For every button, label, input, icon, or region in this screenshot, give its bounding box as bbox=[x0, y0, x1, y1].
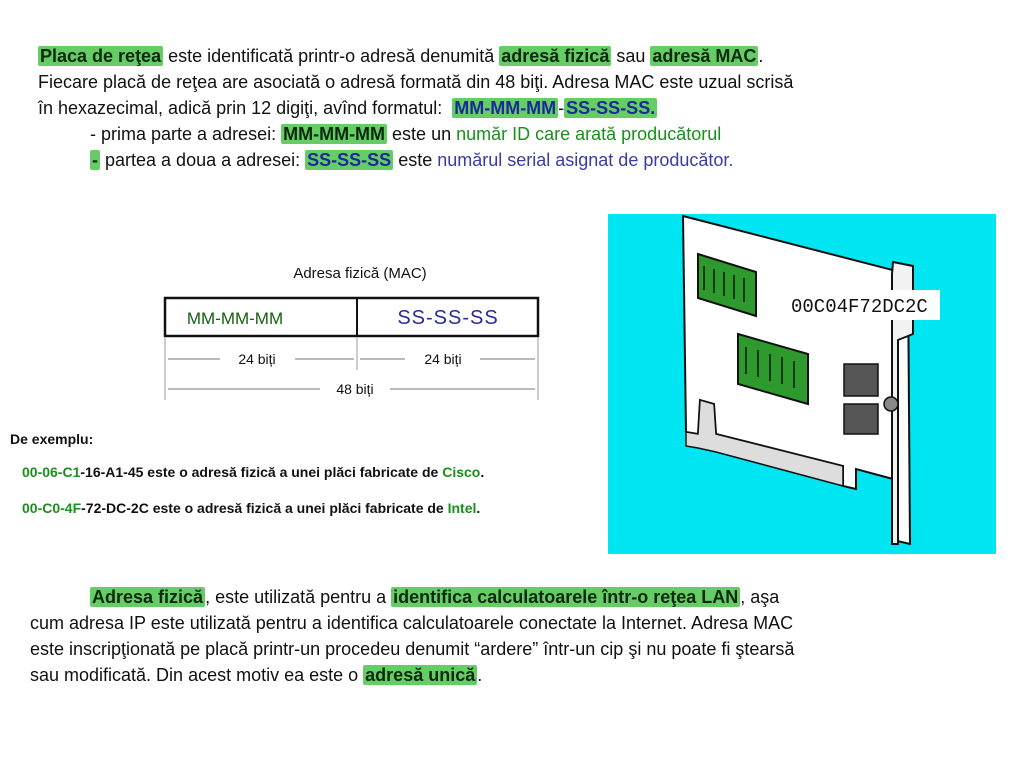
example-text: . bbox=[480, 464, 485, 480]
outro-line-2: cum adresa IP este utilizată pentru a identifica calculatoarele conectate la Internet. Adresa MAC bbox=[30, 613, 794, 633]
intro-line-2: Fiecare placă de reţea are asociată o adresă formată din 48 biţi. Adresa MAC este uzual scrisă bbox=[38, 72, 794, 92]
intro-text: sau bbox=[611, 46, 651, 66]
outro-line-1 bbox=[30, 584, 1000, 610]
bullet-first-part bbox=[38, 121, 998, 147]
example-intel bbox=[22, 500, 480, 516]
term-identify-lan: identifica calculatoarele într-o reţea LAN bbox=[393, 587, 739, 607]
bits-left: 24 biți bbox=[238, 351, 276, 367]
bullet-serial-number: numărul serial asignat de producător. bbox=[437, 150, 734, 170]
outro-text: , este utilizată pentru a bbox=[205, 587, 392, 607]
outro-text: . bbox=[477, 665, 483, 685]
mac-diagram bbox=[160, 258, 550, 408]
outro-paragraph bbox=[30, 584, 1000, 688]
intro-text: este identificată printr-o adresă denumită bbox=[163, 46, 500, 66]
bits-total: 48 biți bbox=[336, 381, 374, 397]
bullet-text: - prima parte a adresei: bbox=[90, 124, 282, 144]
term-physical-address-2: Adresa fizică bbox=[92, 587, 204, 607]
outro-text: sau modificată. Din acest motiv ea este o bbox=[30, 665, 364, 685]
bullet-ss: SS-SS-SS bbox=[307, 150, 392, 170]
examples-heading: De exemplu: bbox=[10, 431, 94, 447]
bullet-text: este un bbox=[387, 124, 457, 144]
example-cisco-oui: 00-06-C1 bbox=[22, 464, 81, 480]
bits-right: 24 biți bbox=[424, 351, 462, 367]
bnc-connector bbox=[884, 397, 898, 411]
intro-text: . bbox=[758, 46, 764, 66]
intro-text: - bbox=[558, 98, 565, 118]
intro-line-1 bbox=[38, 43, 998, 69]
mac-diagram-svg bbox=[160, 258, 550, 408]
mac-label: 00C04F72DC2C bbox=[791, 296, 928, 318]
cell-mm: MM-MM-MM bbox=[186, 309, 284, 328]
term-physical-address: adresă fizică bbox=[501, 46, 610, 66]
outro-text: , aşa bbox=[740, 587, 780, 607]
rj45-port-bottom bbox=[844, 404, 878, 434]
diagram-title: Adresa fizică (MAC) bbox=[293, 265, 427, 282]
vendor-cisco: Cisco bbox=[442, 464, 481, 480]
example-cisco bbox=[22, 464, 484, 480]
network-card-svg bbox=[608, 214, 996, 554]
bullet-text: este bbox=[393, 150, 438, 170]
format-ss: SS-SS-SS. bbox=[566, 98, 656, 118]
term-network-card: Placa de reţea bbox=[40, 46, 162, 66]
bullet-mm: MM-MM-MM bbox=[283, 124, 386, 144]
outro-line-3: este inscripţionată pe placă printr-un procedeu denumit “ardere” într-un cip şi nu poate fi ştearsă bbox=[30, 639, 795, 659]
example-text: . bbox=[476, 500, 481, 516]
vendor-intel: Intel bbox=[447, 500, 477, 516]
term-unique-address: adresă unică bbox=[365, 665, 476, 685]
intro-text: în hexazecimal, adică prin 12 digiţi, avînd formatul: bbox=[38, 98, 453, 118]
format-mm: MM-MM-MM bbox=[454, 98, 557, 118]
cell-ss: SS-SS-SS bbox=[397, 307, 499, 329]
example-intel-oui: 00-C0-4F bbox=[22, 500, 82, 516]
term-mac-address: adresă MAC bbox=[652, 46, 757, 66]
intro-paragraph bbox=[38, 43, 998, 173]
intro-line-3 bbox=[38, 95, 998, 121]
network-card-illustration bbox=[608, 214, 996, 554]
bullet-text: partea a doua a adresei: bbox=[100, 150, 306, 170]
outro-line-4 bbox=[30, 662, 1000, 688]
rj45-port-top bbox=[844, 364, 878, 396]
example-text: -72-DC-2C este o adresă fizică a unei plăci fabricate de bbox=[81, 500, 448, 516]
bullet-second-part bbox=[38, 147, 998, 173]
example-text: -16-A1-45 este o adresă fizică a unei plăci fabricate de bbox=[80, 464, 443, 480]
bullet-manufacturer-id: număr ID care arată producătorul bbox=[456, 124, 722, 144]
bullet-dash: - bbox=[92, 150, 98, 170]
